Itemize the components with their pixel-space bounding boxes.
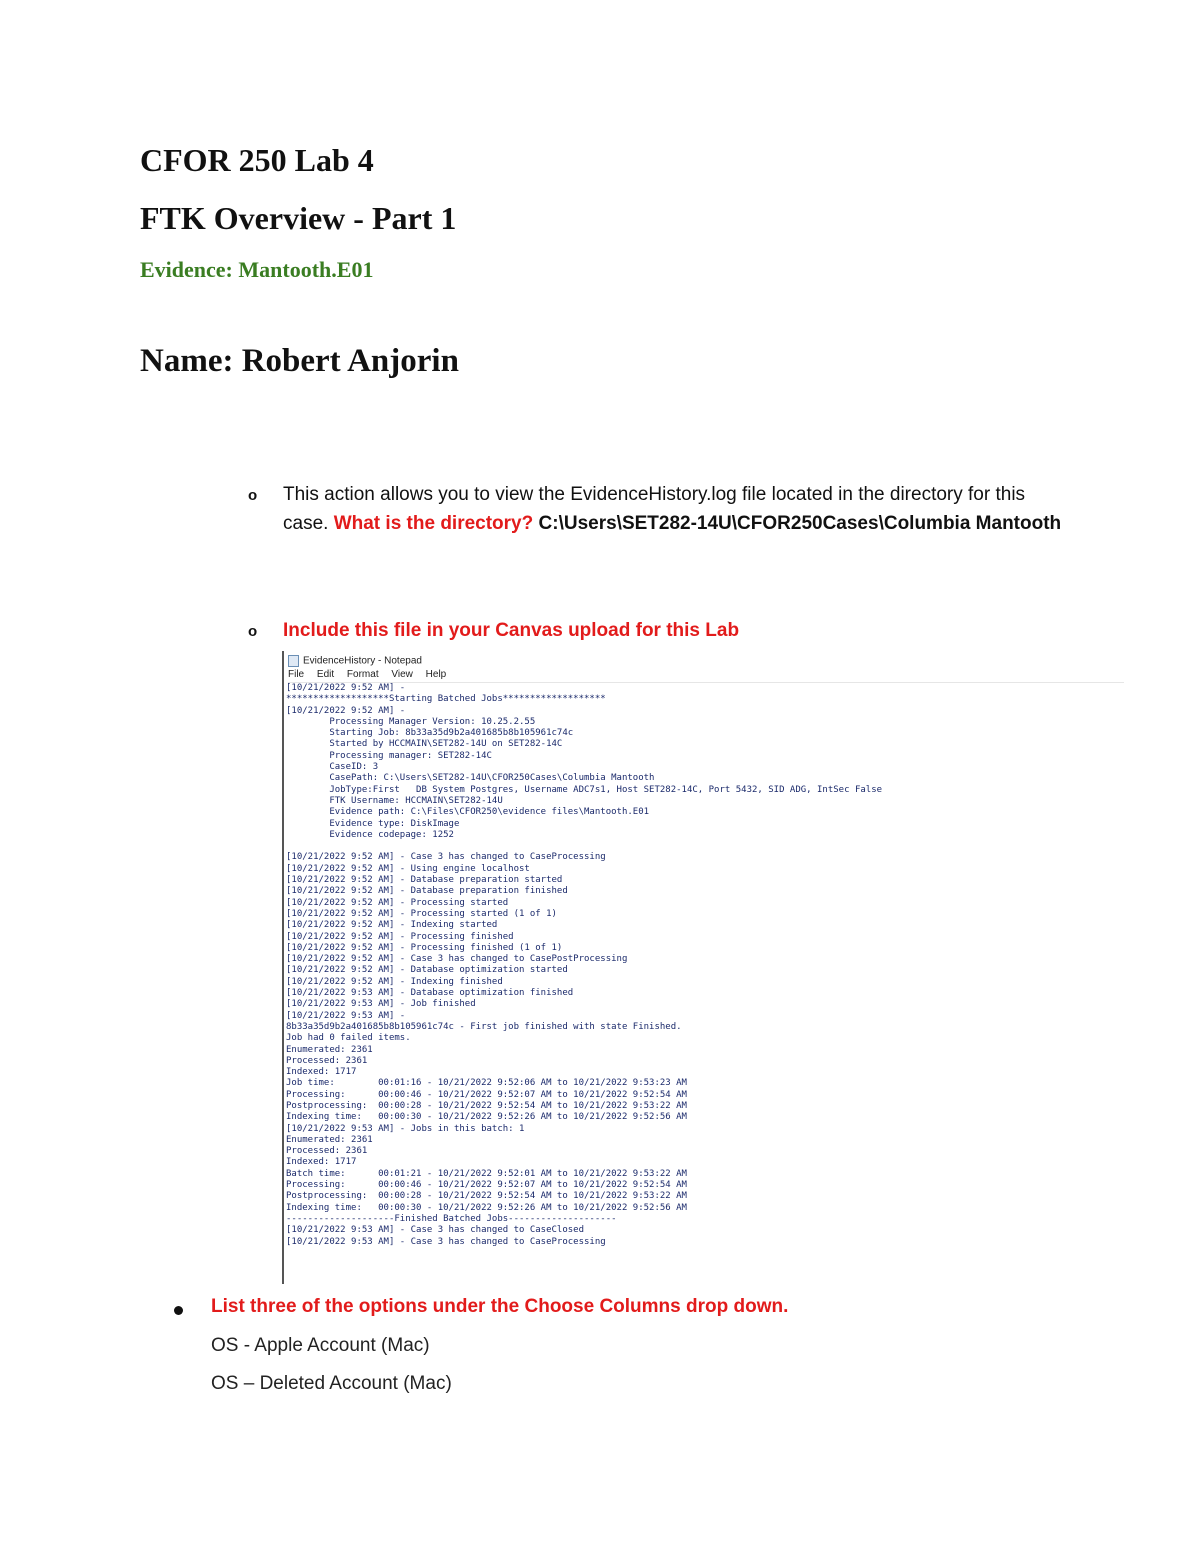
- answer-text: C:\Users\SET282-14U\CFOR250Cases\Columbia Mantooth: [538, 513, 1062, 534]
- log-line: [286, 841, 882, 852]
- bullet-dot: [174, 1306, 183, 1315]
- log-line: [10/21/2022 9:52 AM] - Processing started (1 of 1): [286, 908, 557, 919]
- notepad-menubar: [288, 669, 456, 680]
- log-line: 8b33a35d9b2a401685b8b105961c74c - First job finished with state Finished.: [286, 1021, 682, 1032]
- log-line: Indexing time: 00:00:30 - 10/21/2022 9:52:26 AM to 10/21/2022 9:52:56 AM: [286, 1112, 687, 1123]
- log-line: Started by HCCMAIN\SET282-14U on SET282-14C: [286, 739, 563, 750]
- paragraph-text: This action allows you to view the EvidenceHistory.log file located in the directory for this case.: [283, 484, 1026, 534]
- include-file-instruction: Include this file in your Canvas upload for this Lab: [283, 620, 740, 641]
- log-line: [10/21/2022 9:52 AM] - Database preparation finished: [286, 886, 568, 897]
- log-line: Evidence type: DiskImage: [286, 818, 460, 829]
- question-text: What is the directory?: [333, 513, 534, 534]
- log-line: [10/21/2022 9:52 AM] - Indexing finished: [286, 976, 503, 987]
- notepad-screenshot: [282, 651, 1124, 1284]
- bullet-marker: o: [248, 623, 258, 640]
- menu-format[interactable]: Format: [346, 669, 379, 680]
- log-line: [10/21/2022 9:52 AM] - Database optimization started: [286, 965, 568, 976]
- log-line: Processing manager: SET282-14C: [286, 750, 492, 761]
- choose-columns-question: List three of the options under the Choose Columns drop down.: [211, 1296, 789, 1317]
- log-line: Processing: 00:00:46 - 10/21/2022 9:52:07 AM to 10/21/2022 9:52:54 AM: [286, 1089, 687, 1100]
- log-line: Postprocessing: 00:00:28 - 10/21/2022 9:52:54 AM to 10/21/2022 9:53:22 AM: [286, 1100, 687, 1111]
- log-line: [10/21/2022 9:53 AM] - Case 3 has changed to CaseClosed: [286, 1225, 585, 1236]
- menu-help[interactable]: Help: [425, 669, 447, 680]
- log-line: [10/21/2022 9:53 AM] - Case 3 has changed to CaseProcessing: [286, 1236, 606, 1247]
- log-line: Evidence path: C:\Files\CFOR250\evidence files\Mantooth.E01: [286, 807, 650, 818]
- log-line: Evidence codepage: 1252: [286, 829, 454, 840]
- log-line: --------------------Finished Batched Jobs--------------------: [286, 1213, 617, 1224]
- log-line: Enumerated: 2361: [286, 1134, 373, 1145]
- log-line: [10/21/2022 9:53 AM] -: [286, 1010, 406, 1021]
- log-line: Postprocessing: 00:00:28 - 10/21/2022 9:52:54 AM to 10/21/2022 9:53:22 AM: [286, 1191, 687, 1202]
- log-line: [10/21/2022 9:52 AM] - Processing finished (1 of 1): [286, 942, 563, 953]
- log-line: Processing Manager Version: 10.25.2.55: [286, 716, 536, 727]
- log-line: [10/21/2022 9:53 AM] - Jobs in this batch: 1: [286, 1123, 525, 1134]
- menu-file[interactable]: File: [288, 669, 305, 680]
- log-line: [10/21/2022 9:52 AM] - Database preparation started: [286, 875, 563, 886]
- log-line: [10/21/2022 9:52 AM] - Case 3 has changed to CaseProcessing: [286, 852, 606, 863]
- log-line: FTK Username: HCCMAIN\SET282-14U: [286, 795, 503, 806]
- menu-view[interactable]: View: [391, 669, 413, 680]
- lab-title: FTK Overview - Part 1: [140, 200, 457, 236]
- log-line: Indexed: 1717: [286, 1157, 357, 1168]
- log-line: Starting Job: 8b33a35d9b2a401685b8b105961c74c: [286, 728, 574, 739]
- log-line: [10/21/2022 9:52 AM] - Processing started: [286, 897, 509, 908]
- bullet-marker: o: [248, 487, 258, 504]
- log-line: Indexing time: 00:00:30 - 10/21/2022 9:52:26 AM to 10/21/2022 9:52:56 AM: [286, 1202, 687, 1213]
- log-line: [10/21/2022 9:52 AM] -: [286, 683, 406, 693]
- log-line: Batch time: 00:01:21 - 10/21/2022 9:52:01 AM to 10/21/2022 9:53:22 AM: [286, 1168, 687, 1179]
- log-line: Processed: 2361: [286, 1055, 368, 1066]
- log-line: Indexed: 1717: [286, 1067, 357, 1078]
- log-line: CasePath: C:\Users\SET282-14U\CFOR250Cases\Columbia Mantooth: [286, 773, 655, 784]
- menu-edit[interactable]: Edit: [316, 669, 335, 680]
- evidence-label: Evidence: Mantooth.E01: [140, 257, 374, 282]
- log-line: [10/21/2022 9:52 AM] - Case 3 has changed to CasePostProcessing: [286, 954, 628, 965]
- log-line: *******************Starting Batched Jobs*******************: [286, 694, 606, 705]
- answer-line: OS - Apple Account (Mac): [211, 1335, 430, 1356]
- log-line: Processing: 00:00:46 - 10/21/2022 9:52:07 AM to 10/21/2022 9:52:54 AM: [286, 1180, 687, 1191]
- log-line: [10/21/2022 9:52 AM] -: [286, 705, 406, 716]
- notepad-icon: [288, 655, 299, 667]
- directory-question-paragraph: [283, 480, 1073, 538]
- log-line: [10/21/2022 9:52 AM] - Processing finished: [286, 931, 514, 942]
- notepad-title: EvidenceHistory - Notepad: [303, 655, 422, 667]
- log-text-area[interactable]: [286, 683, 882, 1248]
- log-line: Enumerated: 2361: [286, 1044, 373, 1055]
- log-line: CaseID: 3: [286, 762, 379, 773]
- log-line: Job time: 00:01:16 - 10/21/2022 9:52:06 AM to 10/21/2022 9:53:23 AM: [286, 1078, 687, 1089]
- log-line: [10/21/2022 9:53 AM] - Job finished: [286, 999, 476, 1010]
- log-line: JobType:First DB System Postgres, Username ADC7s1, Host SET282-14C, Port 5432, SID ADG, IntSec False: [286, 784, 883, 795]
- screenshot-border: [282, 651, 284, 1284]
- student-name: Name: Robert Anjorin: [140, 343, 459, 379]
- log-line: [10/21/2022 9:52 AM] - Using engine localhost: [286, 863, 530, 874]
- notepad-titlebar: [288, 655, 422, 669]
- log-line: [10/21/2022 9:53 AM] - Database optimization finished: [286, 988, 574, 999]
- log-line: Processed: 2361: [286, 1146, 368, 1157]
- course-title: CFOR 250 Lab 4: [140, 142, 374, 178]
- log-line: [10/21/2022 9:52 AM] - Indexing started: [286, 920, 498, 931]
- log-line: Job had 0 failed items.: [286, 1033, 411, 1044]
- answer-line: OS – Deleted Account (Mac): [211, 1373, 452, 1394]
